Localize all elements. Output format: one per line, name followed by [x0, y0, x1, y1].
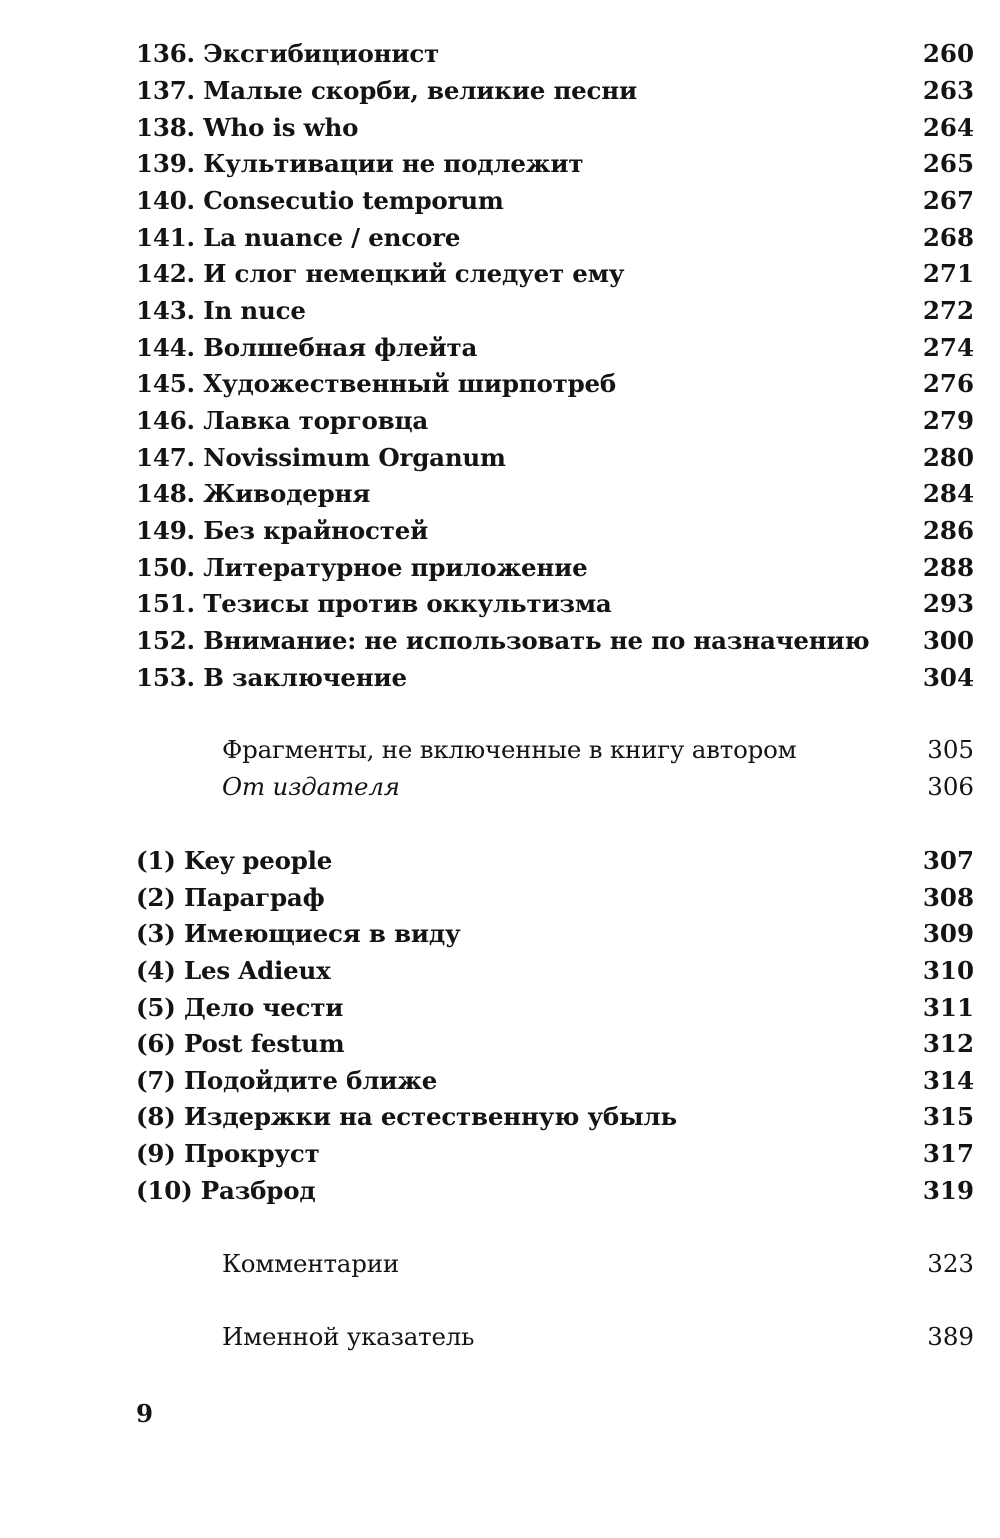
toc-entry-page: 312: [922, 1029, 974, 1058]
toc-entry-title: (7) Подойдите ближе: [136, 1066, 438, 1095]
toc-entry-title: 151. Тезисы против оккультизма: [136, 589, 612, 618]
toc-entry-page: 311: [922, 993, 974, 1022]
toc-entry-page: 274: [922, 333, 974, 362]
toc-entry-page: 260: [922, 39, 974, 68]
toc-entry-title: 137. Малые скорби, великие песни: [136, 76, 637, 105]
toc-entry: [136, 110, 974, 146]
toc-entry-page: 317: [922, 1139, 974, 1168]
toc-entry-page: 267: [922, 186, 974, 215]
toc-entry: [136, 513, 974, 549]
toc-entry: [136, 623, 974, 659]
toc-fragment-entry: [136, 953, 974, 989]
page-number: 9: [136, 1399, 154, 1428]
toc-entry-title: (10) Разброд: [136, 1176, 316, 1205]
toc-entry-title: (6) Post festum: [136, 1029, 345, 1058]
toc-fragment-entry: [136, 1063, 974, 1099]
toc-entry-page: 280: [922, 443, 974, 472]
toc-entry-page: 265: [922, 149, 974, 178]
toc-fragment-entry: [136, 1099, 974, 1135]
toc-entry: [136, 36, 974, 72]
toc-entry-page: 314: [922, 1066, 974, 1095]
toc-entry-title: 148. Живодерня: [136, 479, 371, 508]
toc-section-page: 305: [927, 735, 974, 764]
toc-entry-title: 149. Без крайностей: [136, 516, 429, 545]
toc-entry-title: (9) Прокруст: [136, 1139, 320, 1168]
toc-entry-page: 307: [922, 846, 974, 875]
toc-entry-title: (5) Дело чести: [136, 993, 344, 1022]
toc-entry-title: (4) Les Adieux: [136, 956, 331, 985]
toc-entry-title: 143. In nuce: [136, 296, 306, 325]
toc-entry: [136, 146, 974, 182]
toc-entry: [136, 660, 974, 696]
toc-fragment-entry: [136, 990, 974, 1026]
toc-entry-page: 319: [922, 1176, 974, 1205]
toc-section-page: 389: [927, 1322, 974, 1351]
toc-entry-page: 300: [922, 626, 974, 655]
toc-entry-page: 309: [922, 919, 974, 948]
toc-entry: [136, 330, 974, 366]
toc-entry: [136, 476, 974, 512]
toc-entry: [136, 183, 974, 219]
toc-section-fragments: [222, 732, 974, 768]
toc-entry-page: 315: [922, 1102, 974, 1131]
toc-entry-title: 136. Эксгибиционист: [136, 39, 440, 68]
toc-entry-title: (3) Имеющиеся в виду: [136, 919, 461, 948]
toc-entry-page: 271: [922, 259, 974, 288]
toc-fragment-entry: [136, 1026, 974, 1062]
toc-entry: [136, 293, 974, 329]
toc-entry-title: 142. И слог немецкий следует ему: [136, 259, 625, 288]
toc-entry-title: 139. Культивации не подлежит: [136, 149, 584, 178]
toc-entry: [136, 256, 974, 292]
toc-entry-page: 286: [922, 516, 974, 545]
toc-entry-page: 272: [922, 296, 974, 325]
toc-fragment-entry: [136, 1173, 974, 1209]
toc-entry-page: 268: [922, 223, 974, 252]
toc-entry: [136, 366, 974, 402]
toc-section-title: От издателя: [222, 772, 400, 801]
toc-entry-title: 138. Who is who: [136, 113, 359, 142]
toc-section-commentary: [222, 1246, 974, 1282]
toc-entry-page: 288: [922, 553, 974, 582]
toc-entry-title: 140. Consecutio temporum: [136, 186, 504, 215]
toc-fragment-entry: [136, 1136, 974, 1172]
toc-entry-title: 152. Внимание: не использовать не по назначению: [136, 626, 870, 655]
toc-entry: [136, 220, 974, 256]
toc-entry-title: 150. Литературное приложение: [136, 553, 588, 582]
toc-entry-title: 144. Волшебная флейта: [136, 333, 478, 362]
toc-entry-title: 141. La nuance / encore: [136, 223, 461, 252]
toc-section-page: 323: [927, 1249, 974, 1278]
toc-section-title: Комментарии: [222, 1249, 399, 1278]
toc-section-title: Именной указатель: [222, 1322, 475, 1351]
toc-entry-title: 145. Художественный ширпотреб: [136, 369, 617, 398]
toc-fragment-entry: [136, 843, 974, 879]
toc-entry-title: (2) Параграф: [136, 883, 325, 912]
toc-section-title: Фрагменты, не включенные в книгу автором: [222, 735, 797, 764]
toc-section-page: 306: [927, 772, 974, 801]
toc-entry: [136, 73, 974, 109]
toc-entry: [136, 440, 974, 476]
toc-entry-page: 276: [922, 369, 974, 398]
toc-section-name-index: [222, 1319, 974, 1355]
toc-entry: [136, 403, 974, 439]
toc-entry-page: 263: [922, 76, 974, 105]
toc-entry-title: 147. Novissimum Organum: [136, 443, 506, 472]
toc-entry-page: 310: [922, 956, 974, 985]
toc-entry-page: 284: [922, 479, 974, 508]
toc-entry-title: 146. Лавка торговца: [136, 406, 429, 435]
toc-entry-title: (8) Издержки на естественную убыль: [136, 1102, 677, 1131]
toc-entry: [136, 586, 974, 622]
toc-entry-page: 293: [922, 589, 974, 618]
toc-entry-title: 153. В заключение: [136, 663, 407, 692]
toc-entry-page: 308: [922, 883, 974, 912]
toc-entry-page: 264: [922, 113, 974, 142]
toc-entry-page: 304: [922, 663, 974, 692]
toc-entry: [136, 550, 974, 586]
toc-section-publisher: [222, 769, 974, 805]
toc-entry-page: 279: [922, 406, 974, 435]
toc-entry-title: (1) Key people: [136, 846, 333, 875]
toc-fragment-entry: [136, 880, 974, 916]
toc-fragment-entry: [136, 916, 974, 952]
